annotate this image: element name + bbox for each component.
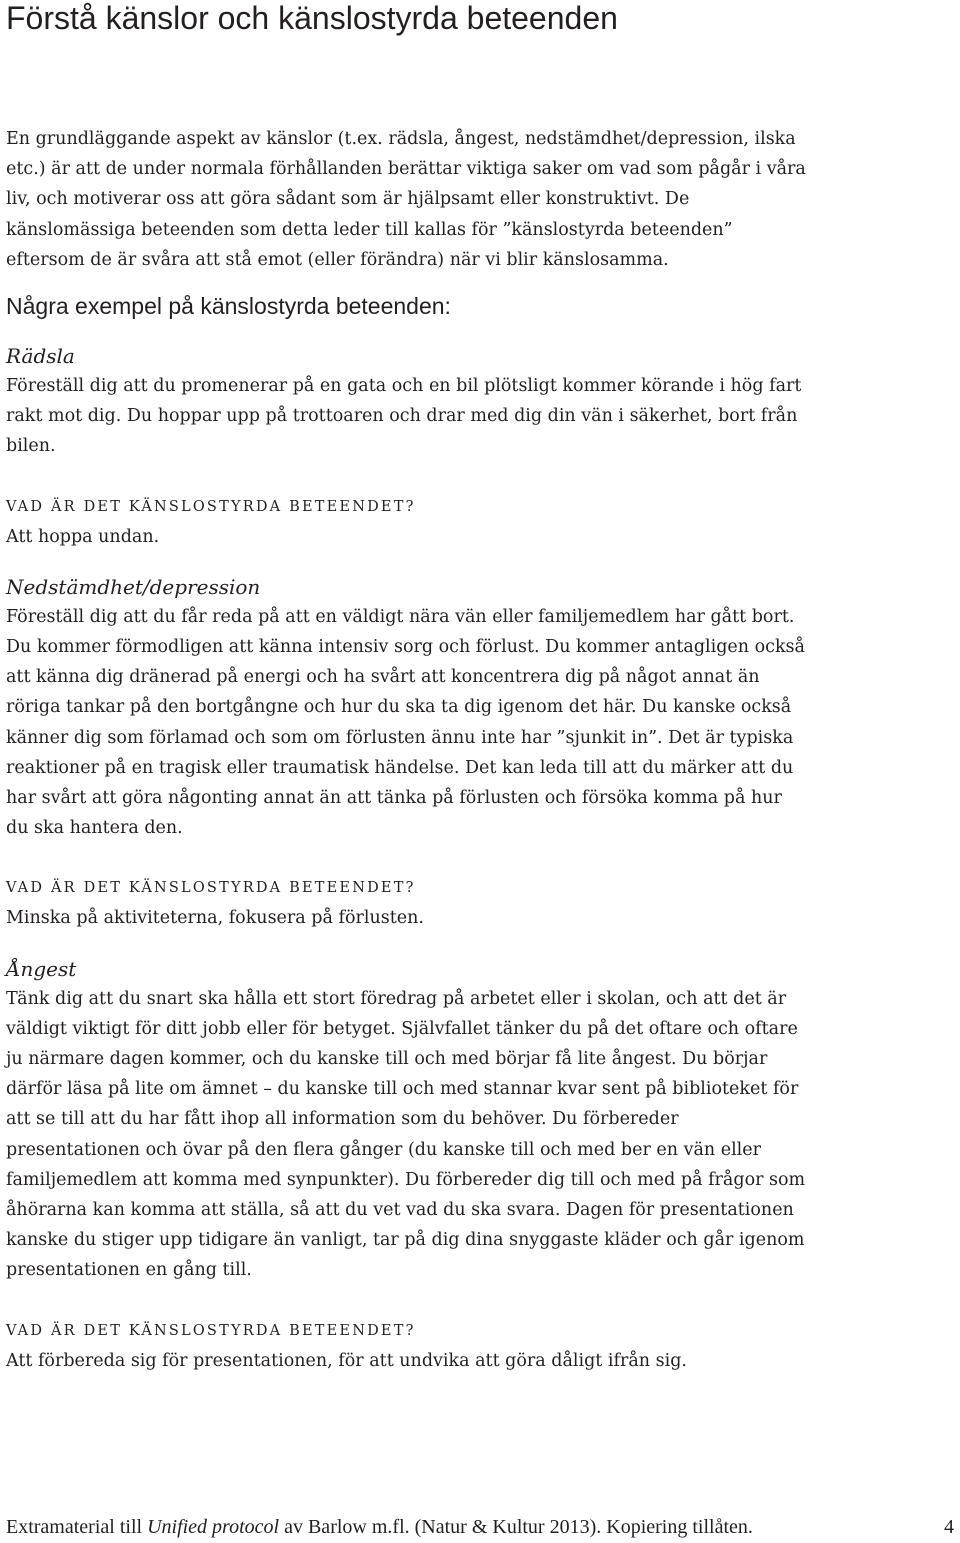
- intro-paragraph: En grundläggande aspekt av känslor (t.ex. rädsla, ångest, nedstämdhet/depression, ilska etc.) är att de under normala förhållanden berättar viktiga saker om vad som pågår i våra liv, och motiverar oss att göra sådant som är hjälpsamt eller konstruktivt. De känslomässiga beteenden som detta leder till kallas för ”känslostyrda beteenden” eftersom de är svåra att stå emot (eller förändra) när vi blir känslosamma.: [6, 129, 806, 270]
- example-fear: [6, 341, 806, 552]
- scenario-text: Föreställ dig att du får reda på att en väldigt nära vän eller familjemedlem har gått bort. Du kommer förmodligen att känna intensiv sorg och förlust. Du kommer antagligen också att känna dig dränerad på energi och ha svårt att koncentrera dig på något annat än röriga tankar på den bortgångne och hur du ska ta dig igenom det här. Du kanske också känner dig som förlamad och som om förlusten ännu inte har ”sjunkit in”. Det är typiska reaktioner på en tragisk eller traumatisk händelse. Det kan leda till att du märker att du har svårt att göra någonting annat än att tänka på förlusten och försöka komma på hur du ska hantera den.: [6, 606, 805, 839]
- document-body: [6, 124, 806, 1376]
- emotion-title: Rädsla: [6, 344, 75, 369]
- footer-book-title: Unified protocol: [147, 1516, 280, 1538]
- emotion-title: Ångest: [6, 956, 77, 981]
- examples-heading: Några exempel på känslostyrda beteenden:: [6, 293, 451, 320]
- behavior-question: VAD ÄR DET KÄNSLOSTYRDA BETEENDET?: [6, 1322, 416, 1339]
- example-depression: [6, 572, 806, 934]
- footer-suffix: av Barlow m.fl. (Natur & Kultur 2013). Kopiering tillåten.: [279, 1516, 753, 1538]
- scenario-text: Föreställ dig att du promenerar på en gata och en bil plötsligt kommer körande i hög fart rakt mot dig. Du hoppar upp på trottoaren och drar med dig din vän i säkerhet, bort från bilen.: [6, 376, 802, 457]
- behavior-answer: Att hoppa undan.: [6, 526, 160, 547]
- behavior-question: VAD ÄR DET KÄNSLOSTYRDA BETEENDET?: [6, 498, 416, 515]
- scenario-text: Tänk dig att du snart ska hålla ett stort föredrag på arbetet eller i skolan, och att det är väldigt viktigt för ditt jobb eller för betyget. Självfallet tänker du på det oftare och oftare ju närmare dagen kommer, och du kanske till och med börjar få lite ångest. Du börjar därför läsa på lite om ämnet – du kanske till och med stannar kvar sent på biblioteket för att se till att du har fått ihop all information som du behöver. Du förbereder presentationen och övar på den flera gånger (du kanske till och med ber en vän eller familjemedlem att komma med synpunkter). Du förbereder dig till och med på frågor som åhörarna kan komma att ställa, så att du vet vad du ska svara. Dagen för presentationen kanske du stiger upp tidigare än vanligt, tar på dig dina snyggaste kläder och går igenom presentationen en gång till.: [6, 988, 806, 1281]
- behavior-answer: Minska på aktiviteterna, fokusera på förlusten.: [6, 908, 424, 929]
- page-footer: [6, 1513, 956, 1541]
- example-anxiety: [6, 954, 806, 1376]
- page-title: Förstå känslor och känslostyrda beteenden: [6, 0, 618, 36]
- page-number: 4: [944, 1516, 954, 1538]
- footer-prefix: Extramaterial till: [6, 1516, 148, 1538]
- behavior-answer: Att förbereda sig för presentationen, för att undvika att göra dåligt ifrån sig.: [6, 1350, 687, 1371]
- behavior-question: VAD ÄR DET KÄNSLOSTYRDA BETEENDET?: [6, 880, 416, 897]
- emotion-title: Nedstämdhet/depression: [6, 574, 261, 599]
